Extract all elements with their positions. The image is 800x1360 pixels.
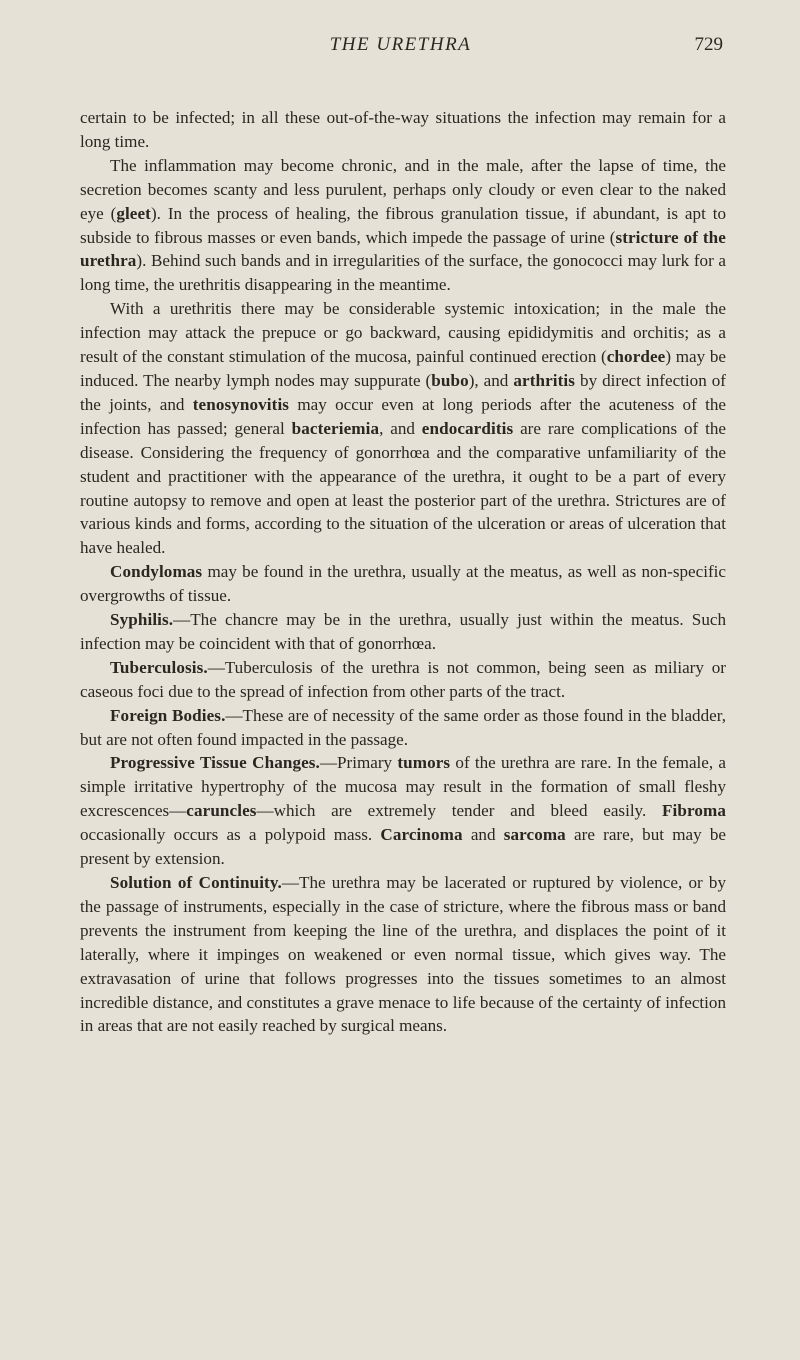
paragraph — [80, 608, 726, 656]
bold-term: Condylomas — [110, 562, 203, 582]
bold-term: tenosynovitis — [192, 394, 290, 414]
text-run: certain to be infected; in all these out-of-the-way situations the infection may remain for a long time. — [80, 108, 726, 151]
bold-term: chordee — [606, 347, 666, 367]
paragraph — [80, 106, 726, 154]
bold-term: stricture of the urethra — [80, 227, 726, 271]
text-run: —Primary — [319, 753, 398, 773]
bold-term: tumors — [397, 753, 451, 773]
bold-term: Fibroma — [661, 801, 726, 821]
text-run: —which are extremely tender and bleed easily. — [256, 801, 662, 821]
paragraph — [80, 871, 726, 1038]
paragraph — [80, 560, 726, 608]
text-run: —The urethra may be lacerated or ruptured by violence, or by the passage of instruments, especially in the case of stricture, where the fibrous mass or band prevents the instrument from keeping the line of the urethra, and displaces the point of it laterally, where it impinges on weakened or even normal tissue, which gives way. The extravasation of urine that follows progresses into the tissues sometimes to an almost incredible distance, and constitutes a grave menace to life because of the certainty of infection in areas that are not easily reached by surgical means. — [80, 873, 726, 1036]
text-run: The inflammation may become chronic, and in the male, after the lapse of time, the secretion becomes scanty and less purulent, perhaps only cloudy or even clear to the naked eye ( — [80, 155, 726, 223]
paragraph — [80, 751, 726, 871]
bold-term: bubo — [431, 370, 469, 390]
bold-term: sarcoma — [503, 825, 566, 845]
text-run: ) may be induced. The nearby lymph nodes may suppurate ( — [80, 347, 726, 390]
text-run: With a urethritis there may be considerable systemic intoxication; in the male the infection may attack the prepuce or go backward, causing epididymitis and orchitis; as a result of the constant stimulation of the mucosa, painful continued erection ( — [80, 299, 726, 367]
body-text — [80, 106, 726, 1038]
text-run: —The chancre may be in the urethra, usually just within the meatus. Such infection may be coincident with that of gonorrhœa. — [80, 610, 726, 653]
running-title: THE URETHRA — [329, 34, 472, 55]
bold-term: Foreign Bodies. — [110, 705, 226, 725]
page-number: 729 — [694, 34, 723, 55]
text-run: and — [462, 825, 504, 845]
text-run: ). In the process of healing, the fibrous granulation tissue, if abundant, is apt to subside to fibrous masses or even bands, which impede the passage of urine ( — [80, 203, 727, 247]
text-run: —Tuberculosis of the urethra is not common, being seen as miliary or caseous foci due to the spread of infection from other parts of the tract. — [80, 657, 726, 701]
text-run: may occur even at long periods after the acuteness of the infection has passed; general — [80, 394, 726, 438]
text-run: occasionally occurs as a polypoid mass. — [80, 825, 381, 845]
text-run: are rare, but may be present by extension. — [80, 825, 726, 869]
paragraph — [80, 297, 726, 560]
text-run: ). Behind such bands and in irregularities of the surface, the gonococci may lurk for a long time, the urethritis disappearing in the meantime. — [80, 251, 726, 295]
text-run: are rare complications of the disease. Considering the frequency of gonorrhœa and the comparative unfamiliarity of the student and practitioner with the appearance of the urethra, it ought to be a part of every routine autopsy to remove and open at least the posterior part of the urethra. Strictures are of various kinds and forms, according to the situation of the ulceration or areas of ulceration that have healed. — [80, 418, 726, 558]
text-run: , and — [379, 418, 422, 438]
paragraph — [80, 704, 726, 752]
text-run: —These are of necessity of the same order as those found in the bladder, but are not often found impacted in the passage. — [80, 705, 727, 749]
page-header — [78, 28, 723, 68]
paragraph — [80, 656, 726, 704]
bold-term: Progressive Tissue Changes. — [110, 753, 320, 773]
bold-term: bacteriemia — [291, 418, 380, 438]
text-run: may be found in the urethra, usually at the meatus, as well as non-specific overgrowths of tissue. — [80, 562, 726, 606]
bold-term: Carcinoma — [380, 825, 463, 845]
bold-term: caruncles — [186, 801, 257, 821]
bold-term: arthritis — [513, 370, 576, 390]
paragraph — [80, 154, 726, 297]
text-run: of the urethra are rare. In the female, a simple irritative hypertrophy of the mucosa may result in the formation of small fleshy excrescences— — [80, 753, 726, 821]
bold-term: endocarditis — [421, 418, 514, 438]
bold-term: Tuberculosis. — [110, 657, 208, 677]
bold-term: Solution of Continuity. — [110, 873, 282, 892]
text-run: by direct infection of the joints, and — [80, 370, 726, 414]
bold-term: Syphilis. — [110, 610, 174, 630]
text-run: ), and — [468, 370, 514, 390]
bold-term: gleet — [116, 203, 151, 223]
